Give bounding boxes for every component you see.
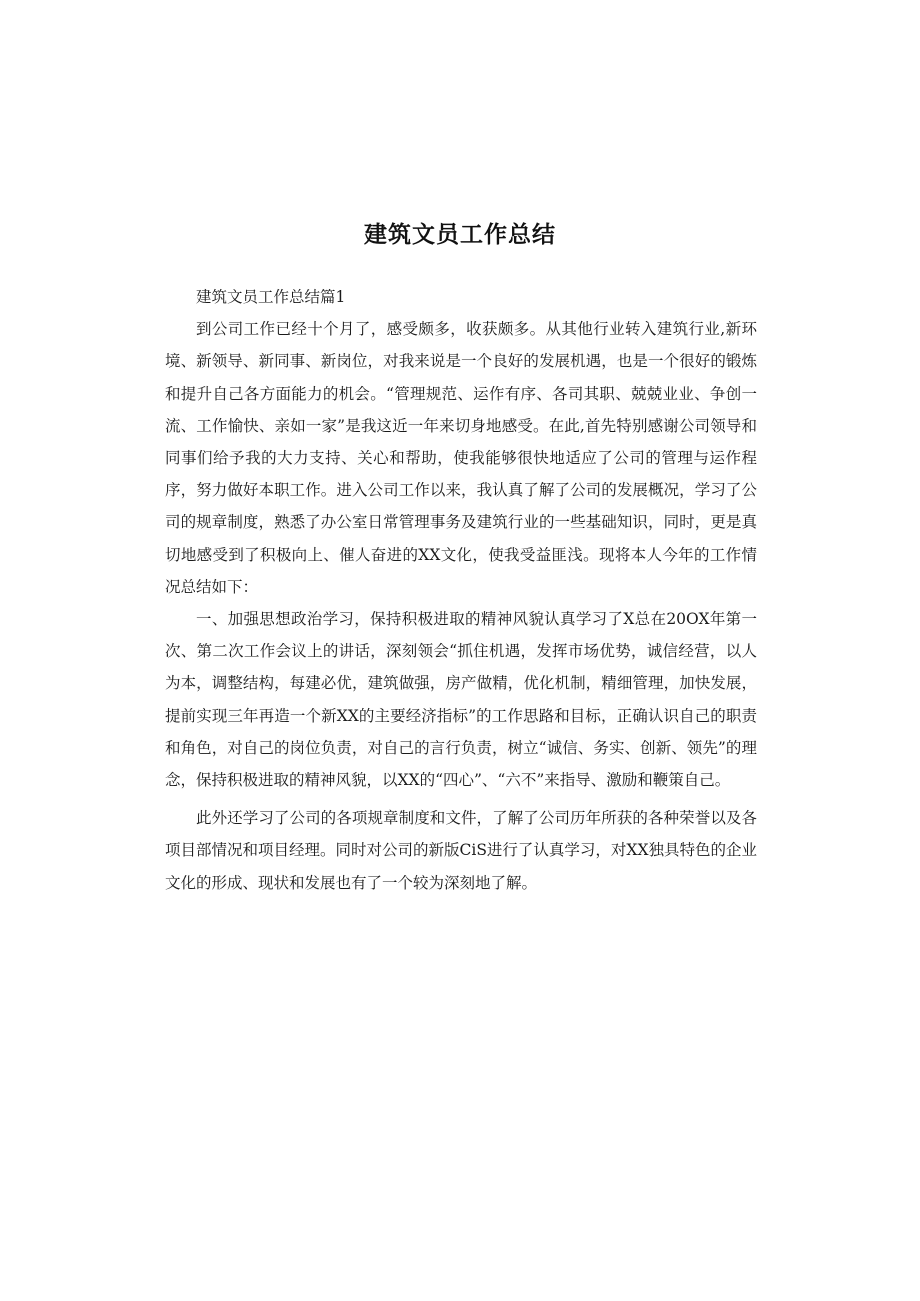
paragraph-rules-study: 此外还学习了公司的各项规章制度和文件，了解了公司历年所获的各种荣誉以及各项目部情况和项目经理。同时对公司的新版CiS进行了认真学习，对XX独具特色的企业文化的形成、现状和发展也有了一个较为深刻地了解。 [165,809,758,892]
paragraph-intro: 到公司工作已经十个月了，感受颇多，收获颇多。从其他行业转入建筑行业,新环境、新领导、新同事、新岗位，对我来说是一个良好的发展机遇，也是一个很好的锻炼和提升自己各方面能力的机会。“管理规范、运作有序、各司其职、兢兢业业、争创一流、工作愉快、亲如一家”是我这近一年来切身地感受。在此,首先特别感谢公司领导和同事们给予我的大力支持、关心和帮助，使我能够很快地适应了公司的管理与运作程序，努力做好本职工作。进入公司工作以来，我认真了解了公司的发展概况，学习了公司的规章制度，熟悉了办公室日常管理事务及建筑行业的一些基础知识，同时，更是真切地感受到了积极向上、催人奋进的XX文化，使我受益匪浅。现将本人今年的工作情况总结如下： [165,320,757,596]
document-title: 建筑文员工作总结 [364,222,556,248]
document-body [165,281,757,899]
paragraph-political-study: 一、加强思想政治学习，保持积极进取的精神风貌认真学习了X总在20OX年第一次、第二次工作会议上的讲话，深刻领会“抓住机遇，发挥市场优势，诚信经营，以人为本，调整结构，每建必优，建筑做强，房产做精，优化机制，精细管理，加快发展，提前实现三年再造一个新XX的主要经济指标”的工作思路和目标，正确认识自己的职责和角色，对自己的岗位负责，对自己的言行负责，树立“诚信、务实、创新、领先”的理念，保持积极进取的精神风貌，以XX的“四心”、“六不”来指导、激励和鞭策自己。 [165,610,757,790]
section-subtitle: 建筑文员工作总结篇1 [196,288,346,306]
